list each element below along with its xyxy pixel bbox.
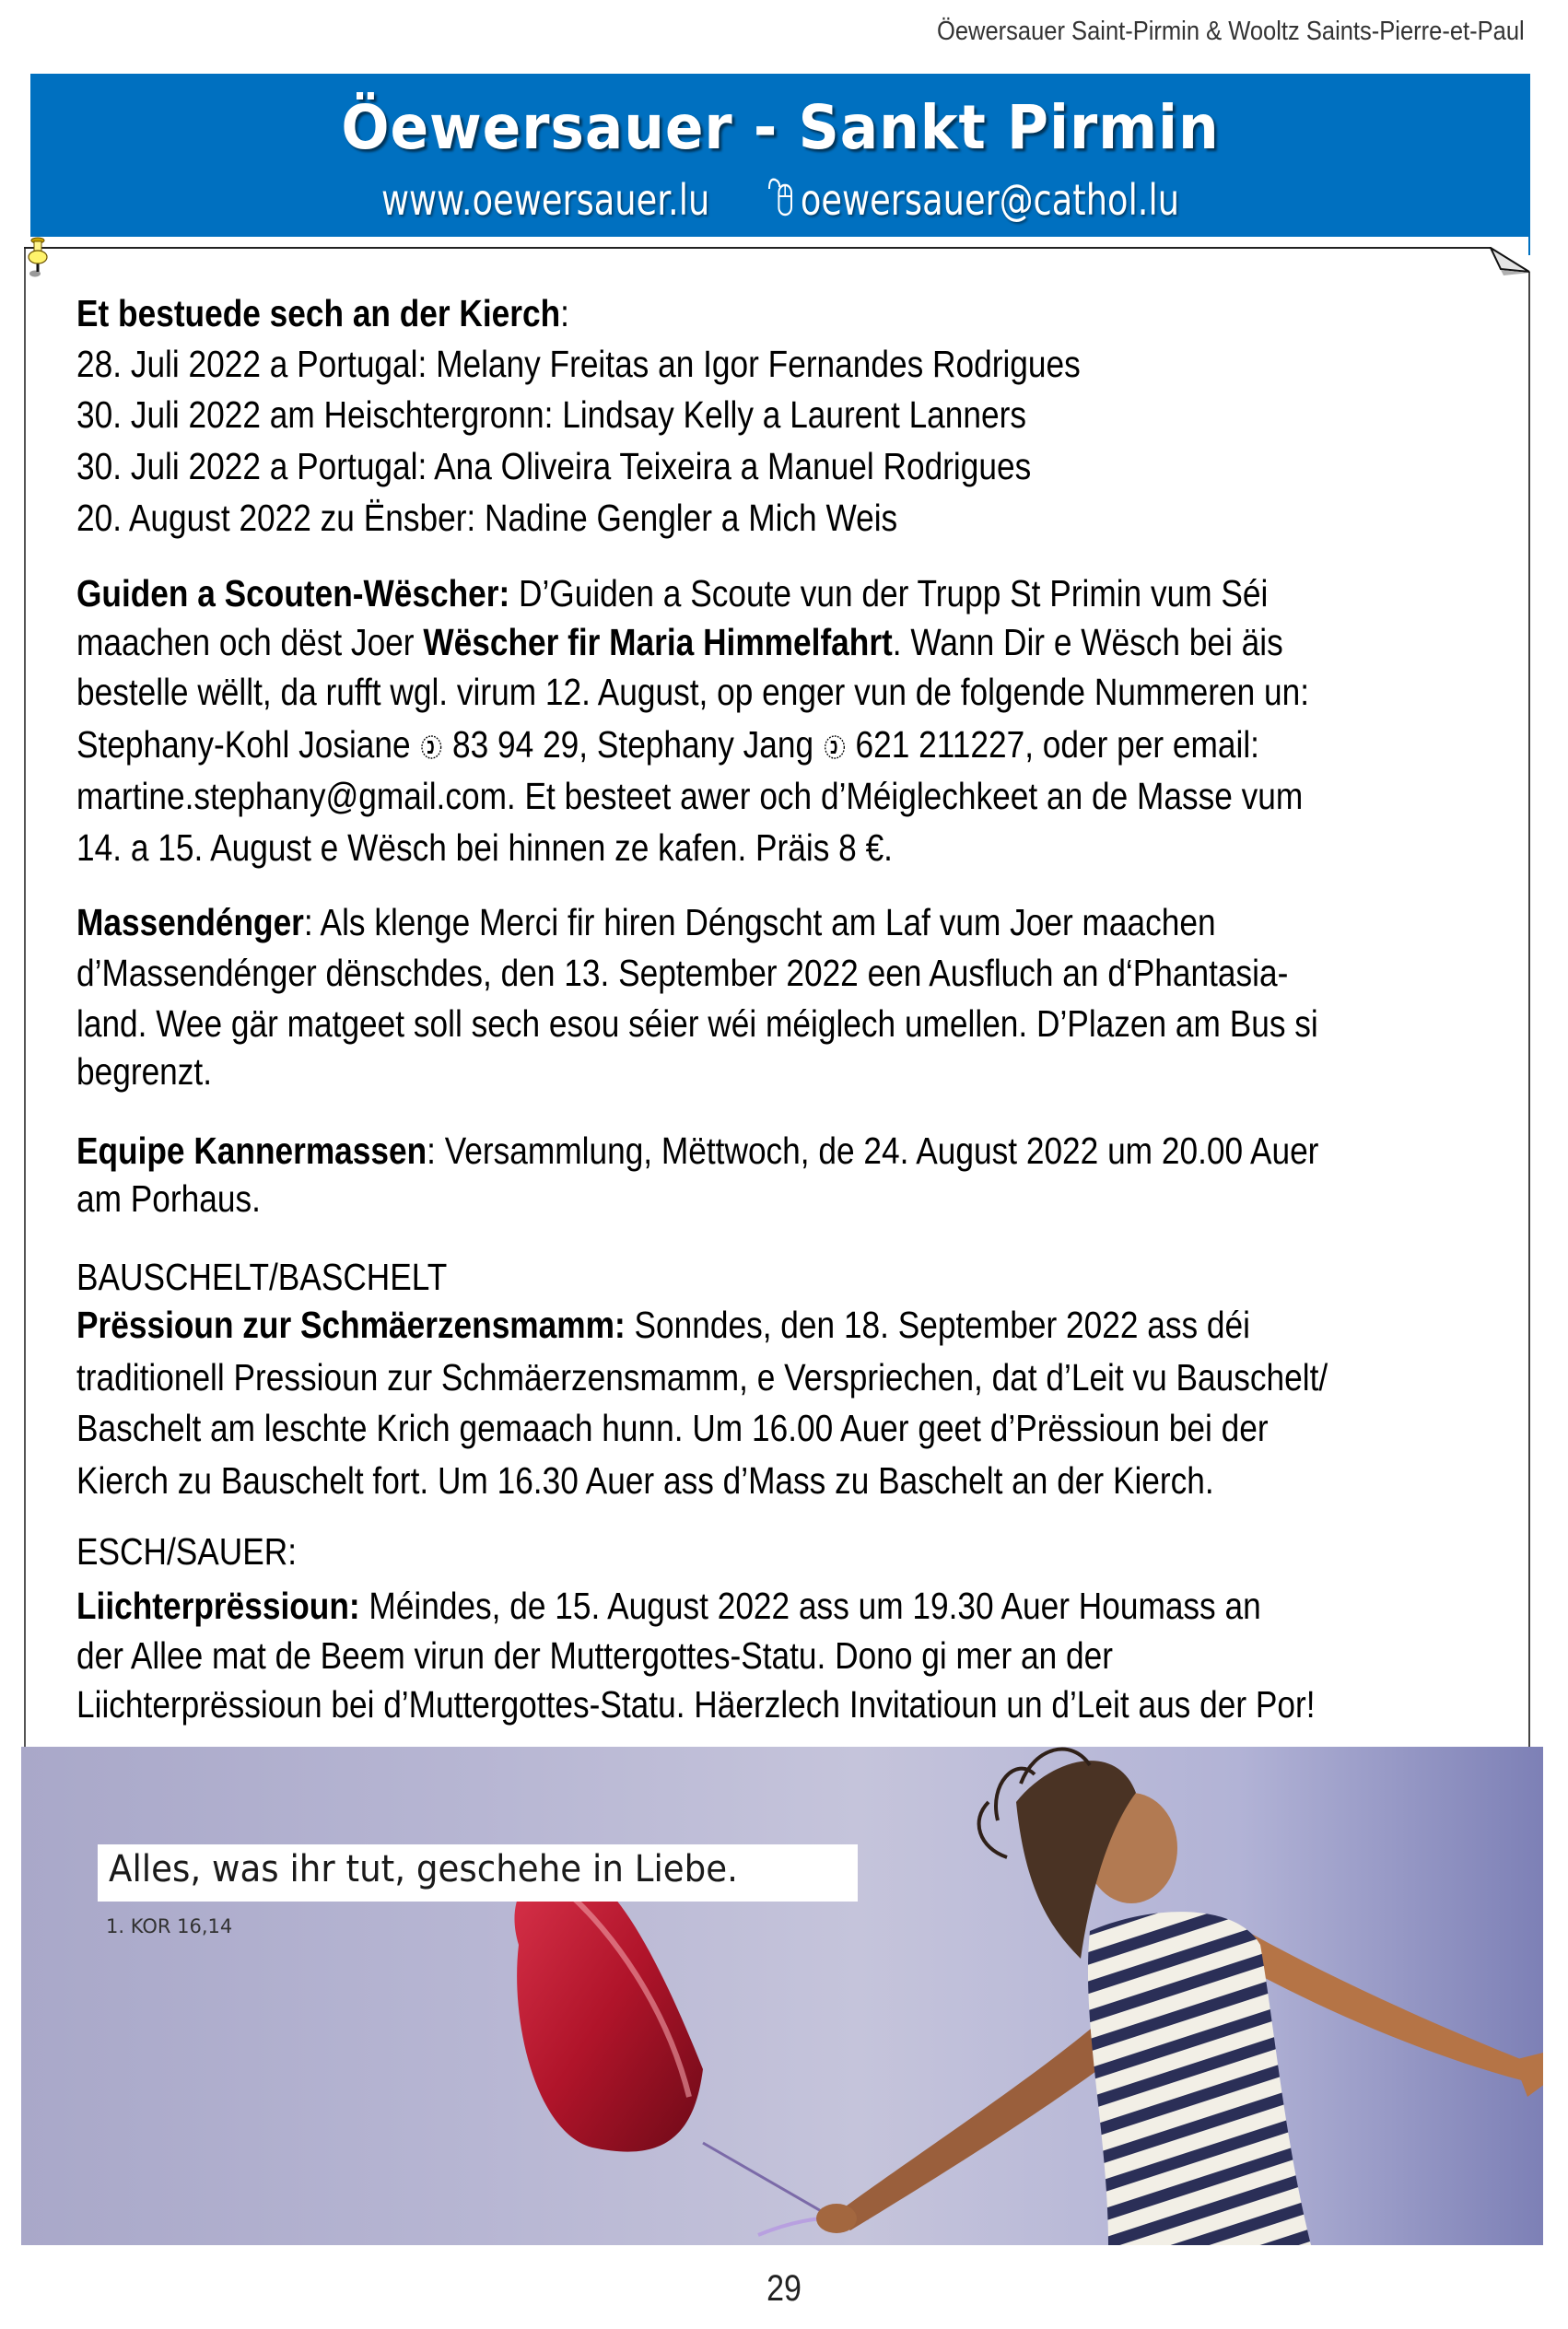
- bible-reference: 1. KOR 16,14: [106, 1915, 233, 1937]
- photo-illustration: [21, 1747, 1543, 2245]
- heading-colon: :: [560, 292, 569, 334]
- paragraph-text: : Versammlung, Mëttwoch, de 24. August 2022 um 20.00 Auer: [427, 1129, 1319, 1172]
- content-frame-right: [1528, 272, 1530, 1748]
- page-number: 29: [766, 2268, 802, 2309]
- esch-line: Liichterprëssioun bei d’Muttergottes-Statu. Häerzlech Invitatioun un d’Leit aus der Por!: [76, 1683, 1316, 1726]
- banner-title: Öewersauer - Sankt Pirmin: [341, 92, 1220, 163]
- banner-contact: [181, 175, 1380, 225]
- parish-banner: [30, 74, 1530, 237]
- content-frame-top: [24, 247, 1491, 249]
- paragraph-text: Sonndes, den 18. September 2022 ass déi: [625, 1304, 1250, 1346]
- altar-servers-line: d’Massendénger dënschdes, den 13. September 2022 een Ausfluch an d‘Phantasia-: [76, 952, 1289, 994]
- esch-line: der Allee mat de Beem virun der Muttergottes-Statu. Dono gi mer an der: [76, 1634, 1113, 1677]
- scouts-paragraph-line: 14. a 15. August e Wësch bei hinnen ze kafen. Präis 8 €.: [76, 826, 893, 869]
- altar-servers-line: begrenzt.: [76, 1050, 213, 1093]
- pushpin-icon: [25, 237, 53, 277]
- scouts-paragraph-line: martine.stephany@gmail.com. Et besteet awer och d’Méiglechkeet an de Masse vum: [76, 775, 1304, 817]
- location-heading-esch: ESCH/SAUER:: [76, 1530, 298, 1573]
- wedding-entry: 30. Juli 2022 a Portugal: Ana Oliveira Teixeira a Manuel Rodrigues: [76, 445, 1032, 487]
- bauschelt-line: Baschelt am leschte Krich gemaach hunn. Um 16.00 Auer geet d’Prëssioun bei der: [76, 1407, 1269, 1449]
- balloon-string: [703, 2143, 823, 2212]
- heart-balloon: [514, 1867, 703, 2152]
- folded-corner-icon: [1489, 247, 1533, 280]
- bauschelt-line: [76, 1299, 1250, 1351]
- paragraph-text: . Wann Dir e Wësch bei äis: [892, 621, 1283, 663]
- paragraph-text: Méindes, de 15. August 2022 ass um 19.30 Auer Houmass an: [359, 1585, 1261, 1627]
- phone-icon: [823, 733, 847, 761]
- girl-right-arm: [1237, 1931, 1532, 2083]
- children-mass-line: am Porhaus.: [76, 1177, 261, 1220]
- bible-quote: Alles, was ihr tut, geschehe in Liebe.: [109, 1848, 738, 1890]
- scouts-paragraph-line: [76, 719, 1259, 770]
- phone-number: 83 94 29, Stephany Jang: [443, 723, 823, 766]
- scouts-paragraph-line: [76, 568, 1268, 619]
- website-link[interactable]: www.oewersauer.lu: [380, 175, 710, 225]
- location-heading-bauschelt: BAUSCHELT/BASCHELT: [76, 1256, 448, 1298]
- paragraph-text: D’Guiden a Scoute vun der Trupp St Primin vum Séi: [509, 572, 1269, 614]
- phone-number: 621 211227, oder per email:: [846, 723, 1259, 766]
- paragraph-text: : Als klenge Merci fir hiren Déngscht am Laf vum Joer maachen: [303, 901, 1216, 943]
- banner-edge: [1528, 74, 1530, 255]
- weddings-heading: Et bestuede sech an der Kierch: [76, 292, 561, 334]
- light-procession-heading: Liichterprëssioun:: [76, 1585, 360, 1627]
- scouts-heading: Guiden a Scouten-Wëscher:: [76, 572, 510, 614]
- altar-servers-line: [76, 896, 1216, 948]
- altar-servers-heading: Massendénger: [76, 901, 304, 943]
- scouts-paragraph-line: bestelle wëllt, da rufft wgl. virum 12. August, op enger vun de folgende Nummeren un:: [76, 671, 1310, 713]
- wedding-entry: 30. Juli 2022 am Heischtergronn: Lindsay Kelly a Laurent Lanners: [76, 393, 1027, 436]
- scouts-highlight: Wëscher fir Maria Himmelfahrt: [423, 621, 893, 663]
- children-mass-line: [76, 1125, 1318, 1176]
- bauschelt-line: Kierch zu Bauschelt fort. Um 16.30 Auer ass d’Mass zu Baschelt an der Kierch.: [76, 1459, 1214, 1502]
- contact-name: Stephany-Kohl Josiane: [76, 723, 420, 766]
- photo-girl-with-balloon: [21, 1747, 1543, 2245]
- girl-left-arm: [832, 2014, 1136, 2230]
- wedding-entry: 20. August 2022 zu Ënsber: Nadine Gengler a Mich Weis: [76, 497, 898, 539]
- email-link[interactable]: oewersauer@cathol.lu: [800, 175, 1180, 225]
- weddings-heading-line: [76, 287, 569, 339]
- computer-mouse-icon: [768, 176, 793, 218]
- phone-icon: [419, 733, 443, 761]
- children-mass-heading: Equipe Kannermassen: [76, 1129, 427, 1172]
- procession-heading: Prëssioun zur Schmäerzensmamm:: [76, 1304, 626, 1346]
- quote-banner: [98, 1844, 858, 1902]
- altar-servers-line: land. Wee gär matgeet soll sech esou séier wéi méiglech umellen. D’Plazen am Bus si: [76, 1002, 1318, 1045]
- wedding-entry: 28. Juli 2022 a Portugal: Melany Freitas an Igor Fernandes Rodrigues: [76, 343, 1081, 385]
- scouts-paragraph-line: [76, 616, 1283, 668]
- bauschelt-line: traditionell Pressioun zur Schmäerzensmamm, e Verspriechen, dat d’Leit vu Bauschelt/: [76, 1356, 1328, 1399]
- running-head: Öewersauer Saint-Pirmin & Wooltz Saints-Pierre-et-Paul: [937, 17, 1525, 46]
- paragraph-text: maachen och dëst Joer: [76, 621, 424, 663]
- esch-line: [76, 1580, 1261, 1632]
